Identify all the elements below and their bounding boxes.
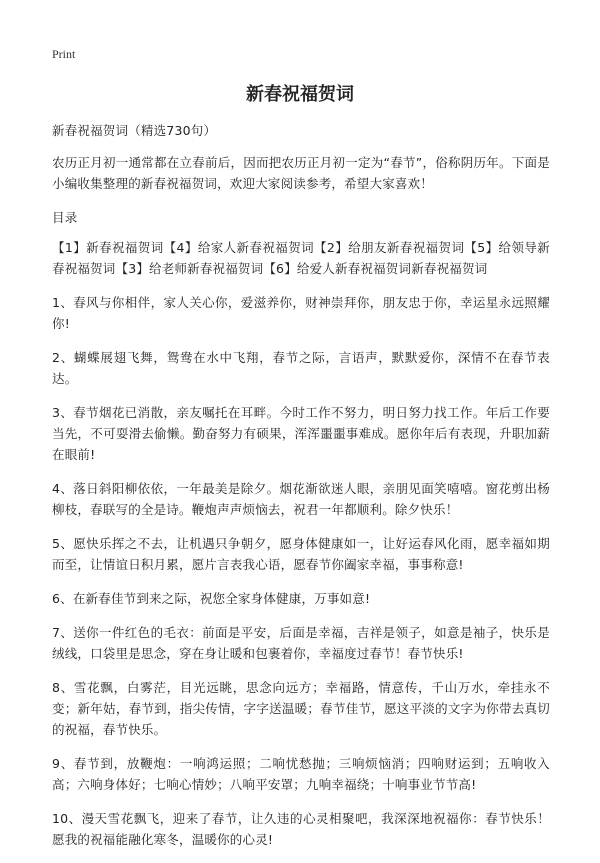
toc-heading: 目录 bbox=[52, 210, 78, 225]
blessing-paragraph: 8、雪花飘，白雾茫，目光远眺，思念向远方；幸福路，情意传，千山万水，牵挂永不变；新年姑，春节到，指尖传情，字字送温暖；春节佳节，愿这平淡的文字为你带去真切的祝福，春节快乐。 bbox=[52, 680, 550, 737]
blessing-paragraph: 9、春节到，放鞭炮：一响鸿运照；二响忧愁抛；三响烦恼消；四响财运到；五响收入高；六响身体好；七响心情妙；八响平安罩；九响幸福绕；十响事业节节高! bbox=[52, 756, 550, 792]
blessing-paragraph: 5、愿快乐挥之不去，让机遇只争朝夕，愿身体健康如一，让好运春风化雨，愿幸福如期而至，让情谊日积月累，愿片言表我心语，愿春节你阖家幸福，事事称意! bbox=[52, 536, 550, 572]
article-intro: 农历正月初一通常都在立春前后，因而把农历正月初一定为“春节”，俗称阴历年。下面是小编收集整理的新春祝福贺词，欢迎大家阅读参考，希望大家喜欢！ bbox=[52, 155, 550, 191]
toc-links[interactable]: 【1】新春祝福贺词【4】给家人新春祝福贺词【2】给朋友新春祝福贺词【5】给领导新春祝福贺词【3】给老师新春祝福贺词【6】给爱人新春祝福贺词新春祝福贺词 bbox=[52, 240, 550, 276]
blessing-paragraph: 3、春节烟花已消散，亲友嘱托在耳畔。今时工作不努力，明日努力找工作。年后工作要当先，不可耍滑去偷懒。勤奋努力有硕果，浑浑噩噩事难成。愿你年后有表现，升职加薪在眼前! bbox=[52, 405, 550, 462]
article-subtitle: 新春祝福贺词（精选730句） bbox=[52, 123, 217, 138]
print-link[interactable]: Print bbox=[52, 47, 76, 61]
blessing-paragraph: 1、春风与你相伴，家人关心你，爱滋养你，财神崇拜你，朋友忠于你，幸运星永远照耀你! bbox=[52, 295, 550, 331]
blessing-paragraph: 2、蝴蝶展翅飞舞，鸳鸯在水中飞翔，春节之际，言语声，默默爱你，深情不在春节表达。 bbox=[52, 350, 550, 386]
blessing-paragraph: 6、在新春佳节到来之际，祝您全家身体健康，万事如意! bbox=[52, 591, 371, 606]
blessing-paragraph: 7、送你一件红色的毛衣：前面是平安，后面是幸福，吉祥是领子，如意是袖子，快乐是绒线，口袋里是思念，穿在身让暖和包裹着你，幸福度过春节！春节快乐! bbox=[52, 625, 550, 661]
blessing-paragraph: 10、漫天雪花飘飞，迎来了春节，让久违的心灵相聚吧，我深深地祝福你：春节快乐！愿我的祝福能融化寒冬，温暖你的心灵! bbox=[52, 811, 550, 847]
page-title: 新春祝福贺词 bbox=[246, 84, 354, 105]
blessing-paragraph: 4、落日斜阳柳依依，一年最美是除夕。烟花渐欲迷人眼，亲朋见面笑嘻嘻。窗花剪出杨柳枝，春联写的全是诗。鞭炮声声烦恼去，祝君一年都顺利。除夕快乐！ bbox=[52, 481, 550, 517]
article-body bbox=[52, 120, 550, 863]
